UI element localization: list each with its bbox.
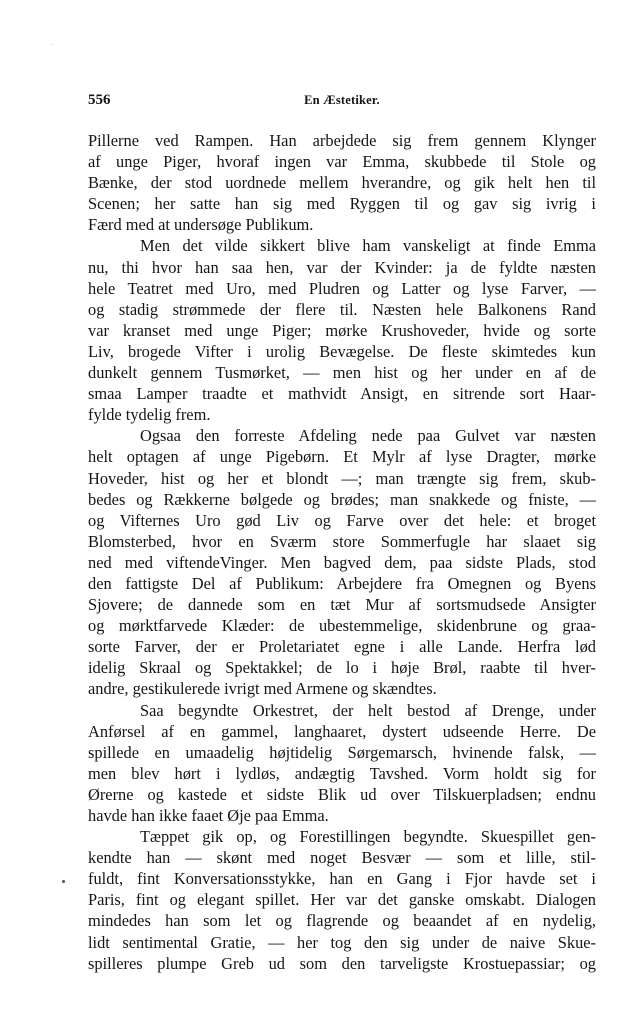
text-line: sorte Farver, der er Proletariatet egne i alle Lande. Herfra lød — [88, 637, 596, 657]
text-line: Sjovere; de dannede som en tæt Mur af sortsmudsede Ansigter — [88, 595, 596, 615]
text-line: lidt sentimental Gratie, — her tog den sig under de naive Skue- — [88, 932, 596, 952]
text-line: kendte han — skønt med noget Besvær — som et lille, stil- — [88, 848, 596, 868]
text-line: Men det vilde sikkert blive ham vanskeligt at finde Emma — [140, 236, 596, 256]
text-line: Scenen; her satte han sig med Ryggen til og gav sig ivrig i — [88, 194, 596, 214]
text-line: helt optagen af unge Pigebørn. Et Mylr af lyse Dragter, mørke — [88, 447, 596, 467]
paper-speck — [52, 44, 53, 45]
margin-mark — [62, 880, 65, 883]
text-line: Ogsaa den forreste Afdeling nede paa Gulvet var næsten — [140, 426, 596, 446]
text-line: andre, gestikulerede ivrigt med Armene og skændtes. — [88, 679, 437, 699]
text-line: spillede en umaadelig højtidelig Sørgemarsch, hvinende falsk, — — [88, 742, 596, 762]
text-line: af unge Piger, hvoraf ingen var Emma, skubbede til Stole og — [88, 152, 596, 172]
text-line: Blomsterbed, hvor en Sværm store Sommerfugle har slaaet sig — [88, 531, 596, 551]
text-line: Hoveder, hist og her et blondt —; man trængte sig frem, skub- — [88, 468, 596, 488]
text-line: Bænke, der stod uordnede mellem hverandre, og gik helt hen til — [88, 173, 596, 193]
text-line: Ørerne og kastede et sidste Blik ud over Tilskuerpladsen; endnu — [88, 784, 596, 804]
text-line: havde han ikke faaet Øje paa Emma. — [88, 806, 329, 825]
text-line: spilleres plumpe Greb ud som den tarveligste Krostuepassiar; og — [88, 953, 596, 973]
text-line: og mørktfarvede Klæder: de ubestemmelige, skidenbrune og graa- — [88, 616, 596, 636]
text-line: Paris, fint og elegant spillet. Her var det ganske omskabt. Dialogen — [88, 890, 596, 910]
page-number: 556 — [88, 92, 111, 108]
text-line: og stadig strømmede der flere til. Næsten hele Balkonens Rand — [88, 299, 596, 319]
text-line: Anførsel af en gammel, langhaaret, dystert udseende Herre. De — [88, 721, 596, 741]
text-line: Færd med at undersøge Publikum. — [88, 215, 314, 235]
text-line: Saa begyndte Orkestret, der helt bestod af Drenge, under — [140, 700, 596, 720]
text-line: smaa Lamper traadte et mathvidt Ansigt, en sitrende sort Haar- — [88, 384, 596, 404]
text-line: bedes og Rækkerne bølgede og brødes; man snakkede og fniste, — — [88, 489, 596, 509]
text-line: og Vifternes Uro gød Liv og Farve over det hele: et broget — [88, 510, 596, 530]
text-line: dunkelt gennem Tusmørket, — men hist og her under en af de — [88, 363, 596, 383]
running-title: En Æstetiker. — [304, 93, 380, 107]
text-line: Liv, brogede Vifter i urolig Bevægelse. De fleste skimtedes kun — [88, 341, 596, 361]
page-header — [88, 92, 596, 112]
body-text — [88, 130, 596, 974]
text-line: fylde tydelig frem. — [88, 405, 211, 425]
text-line: fuldt, fint Konversationsstykke, han en Gang i Fjor havde set i — [88, 869, 596, 889]
text-line: den fattigste Del af Publikum: Arbejdere fra Omegnen og Byens — [88, 573, 596, 593]
text-line: mindedes han som let og flagrende og beaandet af en nydelig, — [88, 911, 596, 931]
text-line: idelig Skraal og Spektakkel; de lo i høje Brøl, raabte til hver- — [88, 658, 596, 678]
text-line: var kranset med unge Piger; mørke Krushoveder, hvide og sorte — [88, 320, 596, 340]
text-line: nu, thi hvor han saa hen, var der Kvinder: ja de fyldte næsten — [88, 257, 596, 277]
text-line: men blev hørt i lydløs, andægtig Tavshed. Vorm holdt sig for — [88, 763, 596, 783]
text-line: Pillerne ved Rampen. Han arbejdede sig frem gennem Klynger — [88, 131, 596, 150]
text-line: ned med viftendeVinger. Men bagved dem, paa sidste Plads, stod — [88, 552, 596, 572]
text-line: Tæppet gik op, og Forestillingen begyndte. Skuespillet gen- — [140, 827, 596, 847]
text-line: hele Teatret med Uro, med Pludren og Latter og lyse Farver, — — [88, 278, 596, 298]
